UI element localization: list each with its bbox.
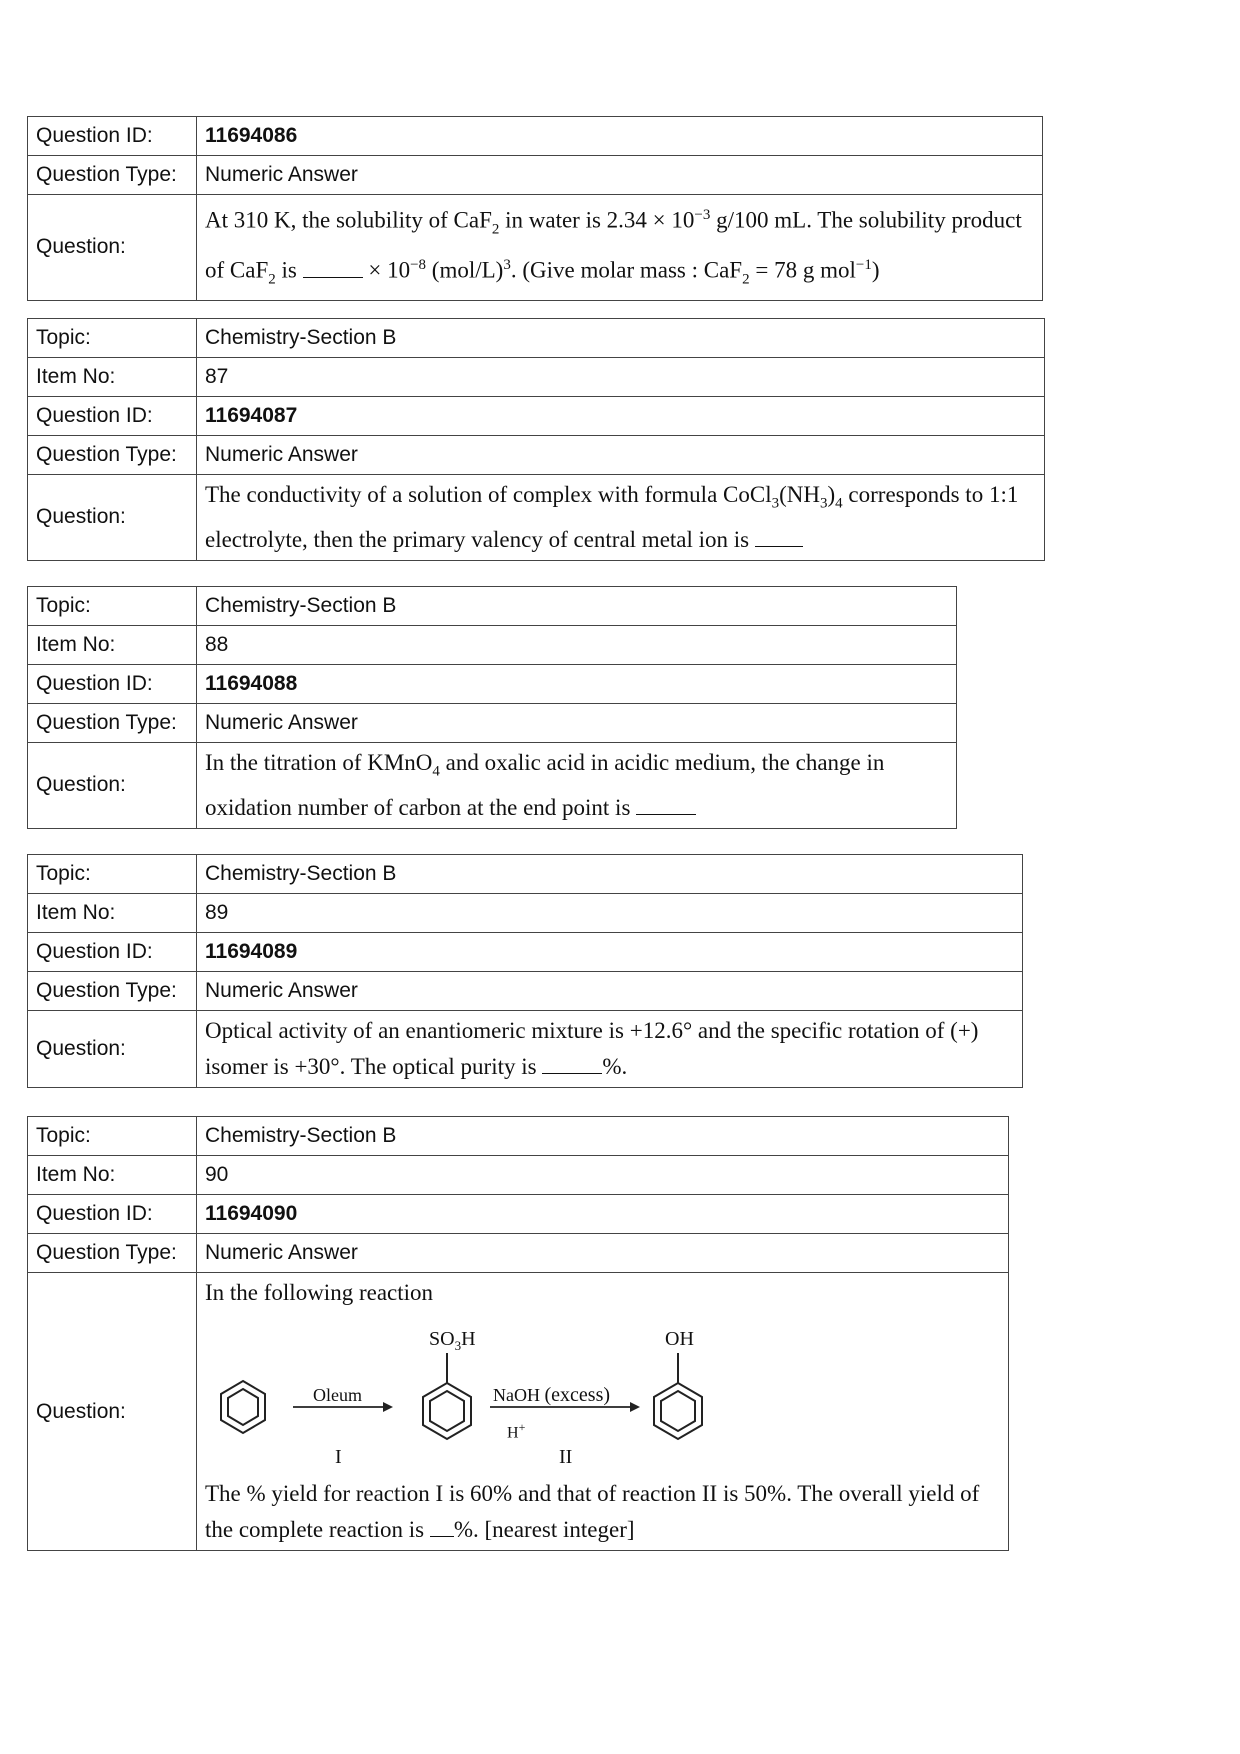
question-type-label: Question Type: <box>28 436 197 475</box>
question-type-label: Question Type: <box>28 1234 197 1273</box>
answer-blank <box>755 545 803 547</box>
table-row <box>28 1011 1023 1088</box>
question-label: Question: <box>28 195 197 301</box>
question-intro: In the following reaction <box>205 1280 434 1305</box>
table-row <box>28 1195 1009 1234</box>
table-row <box>28 704 957 743</box>
table-row <box>28 117 1043 156</box>
item-no-label: Item No: <box>28 626 197 665</box>
table-row <box>28 894 1023 933</box>
question-type-value: Numeric Answer <box>197 972 1023 1011</box>
item-no-value: 90 <box>197 1156 1009 1195</box>
reaction-scheme <box>205 1311 965 1476</box>
question-table-90 <box>27 1116 1009 1551</box>
table-row <box>28 587 957 626</box>
reagent-naoh: NaOH (excess) <box>493 1384 611 1406</box>
question-id-value: 11694090 <box>197 1195 1009 1234</box>
reagent-oleum: Oleum <box>313 1385 362 1405</box>
question-text: Optical activity of an enantiomeric mixture is +12.6° and the specific rotation of (+) isomer is +30°. The optical purity is %. <box>197 1011 1023 1088</box>
question-type-label: Question Type: <box>28 704 197 743</box>
table-row <box>28 156 1043 195</box>
benzene-ring-3 <box>654 1353 702 1439</box>
reaction-label-2: II <box>559 1446 573 1468</box>
item-no-label: Item No: <box>28 358 197 397</box>
oh-group: OH <box>665 1328 694 1350</box>
question-id-value: 11694089 <box>197 933 1023 972</box>
question-id-label: Question ID: <box>28 1195 197 1234</box>
table-row <box>28 855 1023 894</box>
question-type-value: Numeric Answer <box>197 704 957 743</box>
table-row <box>28 626 957 665</box>
item-no-value: 89 <box>197 894 1023 933</box>
reaction-label-1: I <box>335 1446 342 1468</box>
item-no-value: 87 <box>197 358 1045 397</box>
question-text: In the titration of KMnO$_4$ and oxalic acid in acidic medium, the change in oxidation number of carbon at the end point is <box>197 743 957 829</box>
item-no-value: 88 <box>197 626 957 665</box>
item-no-label: Item No: <box>28 1156 197 1195</box>
so3h-group: $SO_3H$ <box>429 1328 476 1353</box>
arrowhead-1 <box>383 1402 393 1412</box>
question-label: Question: <box>28 1011 197 1088</box>
benzene-ring-2 <box>423 1353 471 1439</box>
table-row <box>28 1273 1009 1551</box>
question-text: At 310 K, the solubility of CaF$_2$ in water is $2.34 \times 10^{-3}$ g/100 mL. The solubility product of CaF$_2$ is × $10^{-8}$ $(mol/L)^3$. (Give molar mass : CaF$_2$ = 78 g mol$^{-1}$) <box>197 195 1043 301</box>
topic-label: Topic: <box>28 855 197 894</box>
question-id-value: 11694086 <box>197 117 1043 156</box>
question-type-value: Numeric Answer <box>197 156 1043 195</box>
answer-blank <box>430 1535 454 1537</box>
item-no-label: Item No: <box>28 894 197 933</box>
question-body: The % yield for reaction I is 60% and that of reaction II is 50%. The overall yield of the complete reaction is %. [nearest integer] <box>205 1481 980 1542</box>
question-table-89 <box>27 854 1023 1088</box>
question-table-88 <box>27 586 957 829</box>
table-row <box>28 665 957 704</box>
topic-label: Topic: <box>28 587 197 626</box>
question-id-label: Question ID: <box>28 933 197 972</box>
question-text: The conductivity of a solution of complex with formula $CoCl_3(NH_3)_4$ corresponds to 1:1 electrolyte, then the primary valency of central metal ion is <box>197 475 1045 561</box>
topic-value: Chemistry-Section B <box>197 1117 1009 1156</box>
benzene-ring-1 <box>221 1381 265 1433</box>
question-id-label: Question ID: <box>28 397 197 436</box>
question-table-86 <box>27 116 1043 301</box>
reagent-h-plus: H+ <box>507 1420 526 1442</box>
question-table-87 <box>27 318 1045 561</box>
table-row <box>28 743 957 829</box>
arrowhead-2 <box>630 1402 640 1412</box>
answer-blank <box>542 1072 602 1074</box>
answer-blank <box>303 276 363 278</box>
table-row <box>28 436 1045 475</box>
table-row <box>28 972 1023 1011</box>
question-type-value: Numeric Answer <box>197 436 1045 475</box>
topic-label: Topic: <box>28 319 197 358</box>
topic-value: Chemistry-Section B <box>197 587 957 626</box>
topic-value: Chemistry-Section B <box>197 319 1045 358</box>
table-row <box>28 933 1023 972</box>
table-row <box>28 397 1045 436</box>
topic-value: Chemistry-Section B <box>197 855 1023 894</box>
table-row <box>28 319 1045 358</box>
question-type-label: Question Type: <box>28 156 197 195</box>
question-label: Question: <box>28 475 197 561</box>
question-id-label: Question ID: <box>28 665 197 704</box>
table-row <box>28 195 1043 301</box>
question-text <box>197 1273 1009 1551</box>
table-row <box>28 1234 1009 1273</box>
table-row <box>28 358 1045 397</box>
table-row <box>28 1117 1009 1156</box>
question-label: Question: <box>28 1273 197 1551</box>
question-label: Question: <box>28 743 197 829</box>
table-row <box>28 1156 1009 1195</box>
question-type-label: Question Type: <box>28 972 197 1011</box>
question-id-value: 11694087 <box>197 397 1045 436</box>
question-id-value: 11694088 <box>197 665 957 704</box>
answer-blank <box>636 813 696 815</box>
question-type-value: Numeric Answer <box>197 1234 1009 1273</box>
topic-label: Topic: <box>28 1117 197 1156</box>
question-id-label: Question ID: <box>28 117 197 156</box>
table-row <box>28 475 1045 561</box>
